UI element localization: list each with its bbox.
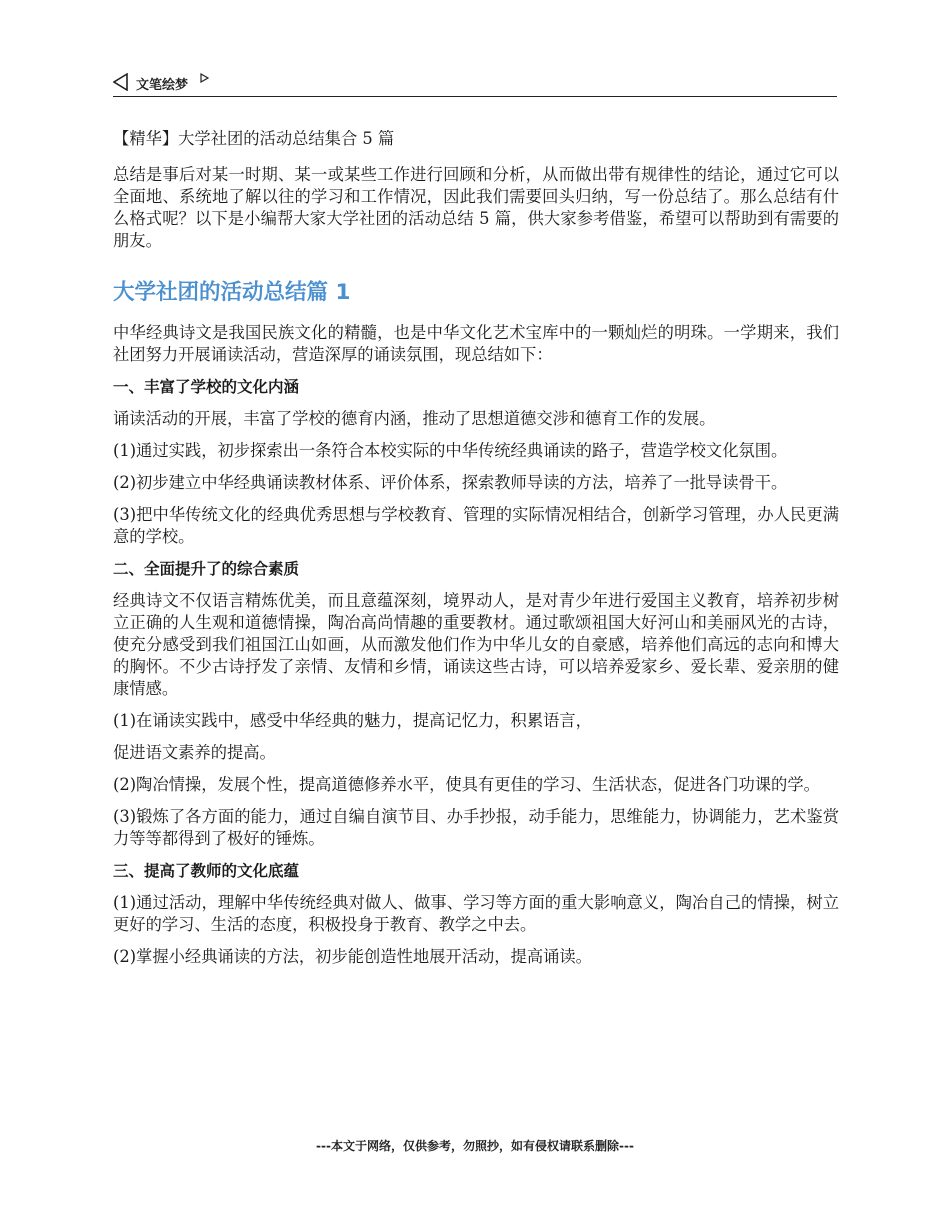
paragraph: (2)陶冶情操，发展个性，提高道德修养水平，使具有更佳的学习、生活状态，促进各门功课的学。 — [113, 775, 820, 794]
paragraph: 诵读活动的开展，丰富了学校的德育内涵，推动了思想道德交涉和德育工作的发展。 — [113, 409, 716, 428]
paragraph: (3)锻炼了各方面的能力，通过自编自演节目、办手抄报，动手能力，思维能力，协调能力，艺术鉴赏力等等都得到了极好的锤炼。 — [113, 807, 839, 848]
footer-notice: ---本文于网络，仅供参考，勿照抄，如有侵权请联系删除--- — [316, 1139, 634, 1153]
paragraph: (2)掌握小经典诵读的方法，初步能创造性地展开活动，提高诵读。 — [113, 947, 592, 966]
paragraph: (1)通过活动，理解中华传统经典对做人、做事、学习等方面的重大影响意义，陶冶自己的情操，树立更好的学习、生活的态度，积极投身于教育、教学之中去。 — [113, 893, 839, 934]
brand-name: 文笔绘梦 — [136, 78, 189, 93]
paragraph: 中华经典诗文是我国民族文化的精髓，也是中华文化艺术宝库中的一颗灿烂的明珠。一学期来，我们社团努力开展诵读活动，营造深厚的诵读氛围，现总结如下： — [113, 323, 839, 364]
paragraph: 经典诗文不仅语言精炼优美，而且意蕴深刻，境界动人，是对青少年进行爱国主义教育，培养初步树立正确的人生观和道德情操，陶冶高尚情趣的重要教材。通过歌颂祖国大好河山和美丽风光的古诗，使充分感受到我们祖国江山如画，从而激发他们作为中华儿女的自豪感，培养他们高远的志向和博大的胸怀。不少古诗抒发了亲情、友情和乡情，诵读这些古诗，可以培养爱家乡、爱长辈、爱亲朋的健康情感。 — [113, 591, 839, 698]
document-title: 【精华】大学社团的活动总结集合 5 篇 — [113, 129, 395, 148]
subheading-3: 三、提高了教师的文化底蕴 — [113, 862, 300, 880]
paragraph: (3)把中华传统文化的经典优秀思想与学校教育、管理的实际情况相结合，创新学习管理，办人民更满意的学校。 — [113, 505, 839, 546]
intro-paragraph: 总结是事后对某一时期、某一或某些工作进行回顾和分析，从而做出带有规律性的结论，通过它可以全面地、系统地了解以往的学习和工作情况，因此我们需要回头归纳，写一份总结了。那么总结有什么格式呢？以下是小编帮大家大学社团的活动总结 5 篇，供大家参考借鉴，希望可以帮助到有需要的朋友。 — [113, 165, 839, 250]
back-triangle-icon[interactable] — [113, 73, 129, 91]
paragraph: (2)初步建立中华经典诵读教材体系、评价体系，探索教师导读的方法，培养了一批导读骨干。 — [113, 473, 788, 492]
paragraph: 促进语文素养的提高。 — [113, 743, 276, 762]
subheading-2: 二、全面提升了的综合素质 — [113, 560, 300, 578]
page-header — [113, 70, 837, 97]
forward-triangle-icon[interactable] — [200, 73, 209, 83]
section-heading: 大学社团的活动总结篇 1 — [113, 280, 351, 305]
paragraph: (1)在诵读实践中，感受中华经典的魅力，提高记忆力，积累语言， — [113, 711, 592, 730]
subheading-1: 一、丰富了学校的文化内涵 — [113, 378, 300, 396]
paragraph: (1)通过实践，初步探索出一条符合本校实际的中华传统经典诵读的路子，营造学校文化氛围。 — [113, 441, 788, 460]
document-body — [113, 128, 839, 978]
